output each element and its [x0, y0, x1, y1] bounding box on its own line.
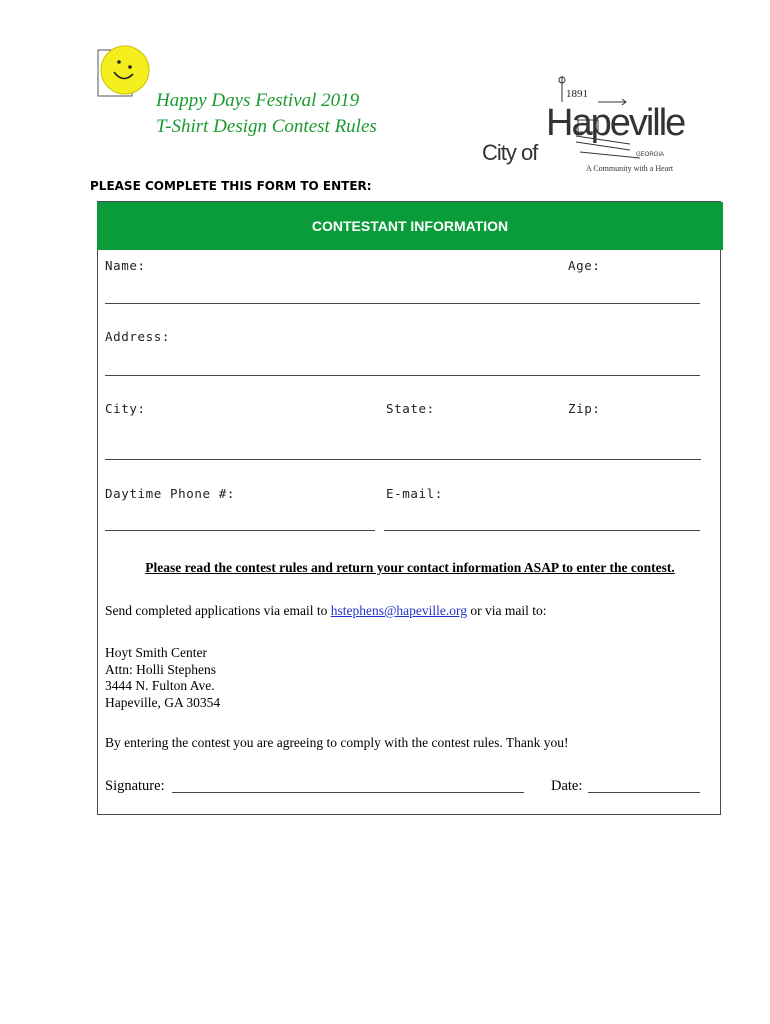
contact-email-link[interactable]: hstephens@hapeville.org [330, 603, 467, 618]
email-field-line[interactable] [384, 530, 700, 531]
section-title: CONTESTANT INFORMATION [311, 218, 509, 234]
send-suffix: or via mail to: [466, 603, 547, 618]
phone-field-line[interactable] [105, 530, 375, 531]
title-line-2: T-Shirt Design Contest Rules [156, 116, 377, 137]
logo-year: 1891 [566, 88, 588, 100]
send-instructions [105, 603, 546, 619]
name-label: Name: [105, 258, 146, 273]
address-label: Address: [105, 329, 171, 344]
city-label: City: [105, 401, 146, 416]
logo-state: GEORGIA [636, 152, 665, 158]
city-state-zip-field-line[interactable] [105, 459, 701, 460]
zip-label: Zip: [568, 401, 601, 416]
phone-label: Daytime Phone #: [105, 486, 236, 501]
page-title [156, 88, 456, 140]
state-label: State: [386, 401, 435, 416]
section-header [97, 202, 723, 250]
agreement-text: By entering the contest you are agreeing to comply with the contest rules. Thank you! [105, 735, 569, 750]
city-logo [480, 72, 685, 184]
smiley-face-icon [97, 44, 153, 100]
logo-hapeville: Hapeville [546, 102, 685, 144]
address-line-4: Hapeville, GA 30354 [105, 694, 221, 710]
address-line-3: 3444 N. Fulton Ave. [105, 678, 215, 693]
logo-tagline: A Community with a Heart [586, 164, 674, 173]
signature-field-line[interactable] [172, 792, 524, 793]
age-label: Age: [568, 258, 601, 273]
date-field-line[interactable] [588, 792, 700, 793]
send-prefix: Send completed applications via email to [105, 603, 331, 618]
title-line-1: Happy Days Festival 2019 [156, 90, 360, 111]
date-label: Date: [551, 778, 583, 794]
name-age-field-line[interactable] [105, 303, 700, 304]
contestant-form [97, 201, 721, 815]
logo-city-of: City of [482, 140, 538, 165]
address-line-1: Hoyt Smith Center [105, 645, 207, 660]
contest-notice: Please read the contest rules and return your contact information ASAP to enter the contest. [145, 560, 675, 575]
form-intro-heading: PLEASE COMPLETE THIS FORM TO ENTER: [90, 179, 372, 193]
mailing-address [105, 645, 220, 711]
signature-label: Signature: [105, 778, 165, 794]
address-line-2: Attn: Holli Stephens [105, 661, 216, 677]
email-label: E-mail: [386, 486, 443, 501]
address-field-line[interactable] [105, 375, 700, 376]
